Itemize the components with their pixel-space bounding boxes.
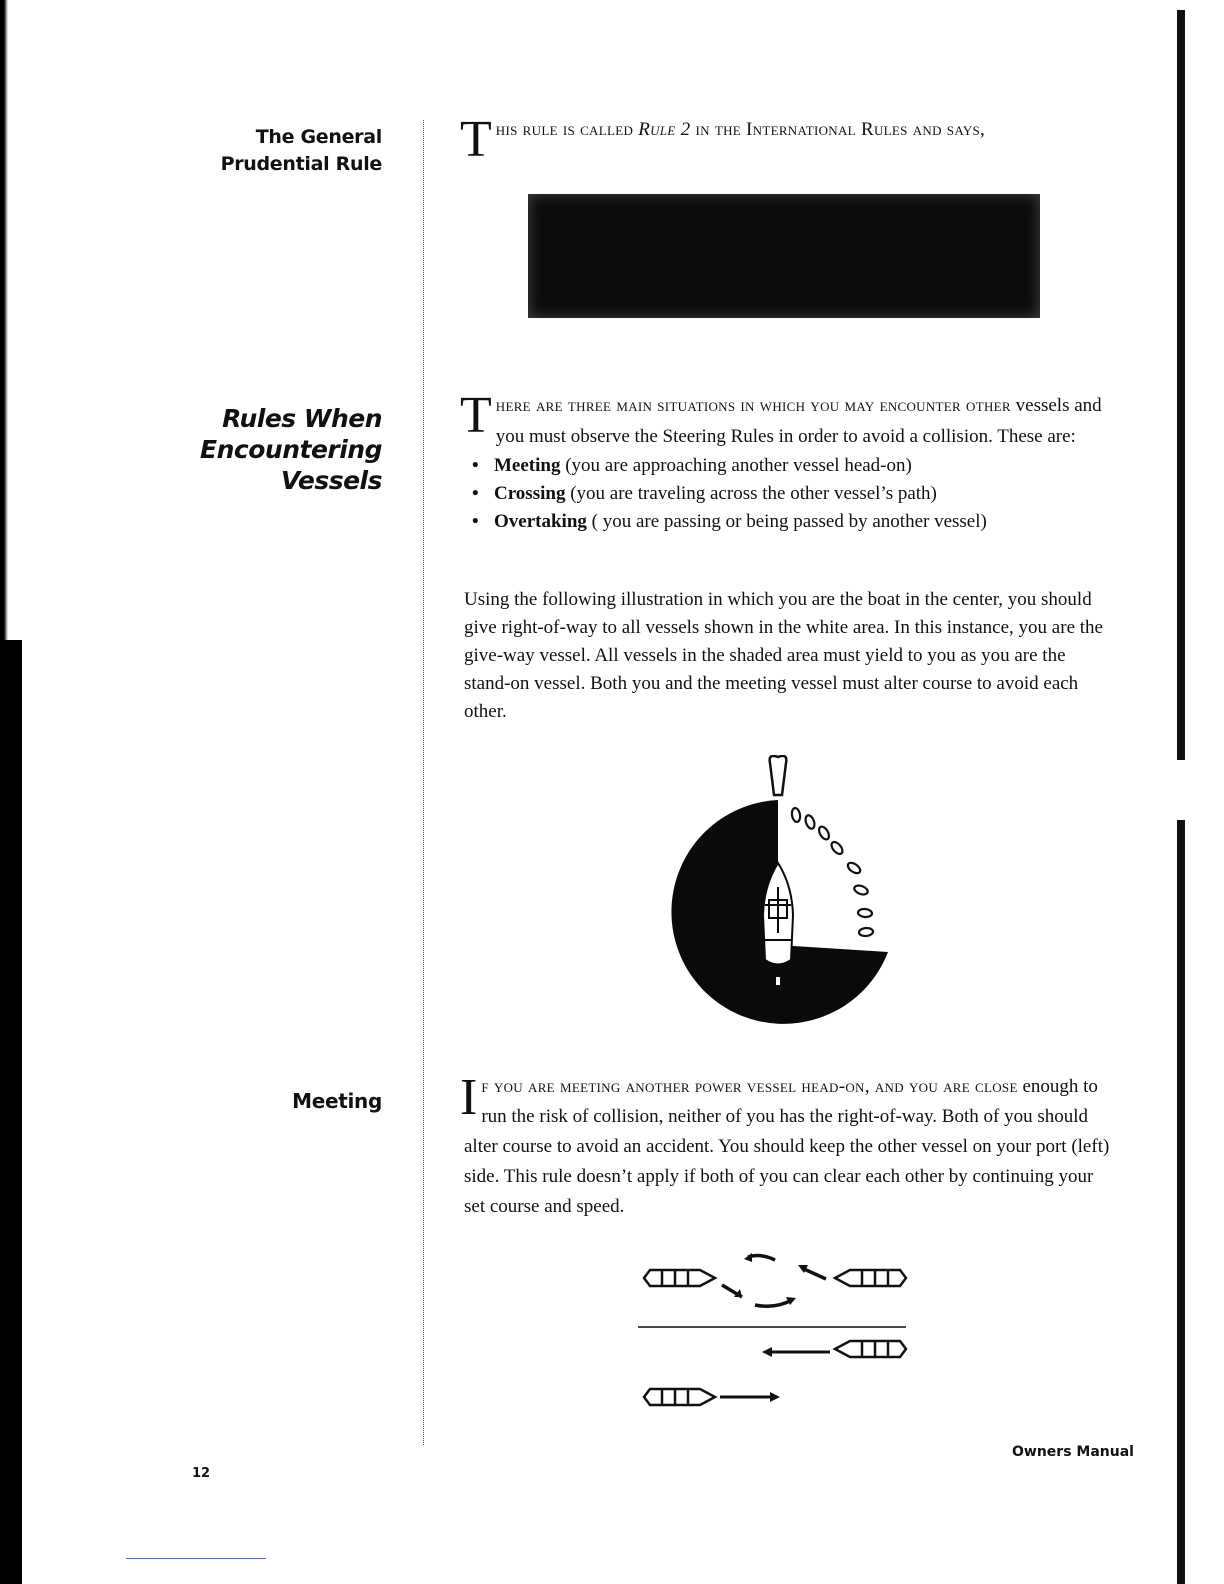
scan-edge-right-gap xyxy=(1175,760,1187,820)
boat-outline-ahead xyxy=(770,756,787,795)
boat-right-top xyxy=(835,1270,906,1286)
vessel-markers xyxy=(791,807,873,936)
situations-list xyxy=(472,452,1116,536)
intro-text-end: in the International Rules and says, xyxy=(690,119,986,140)
boat-right-bottom xyxy=(835,1341,906,1357)
footer-title: Owners Manual xyxy=(1012,1444,1134,1460)
column-divider xyxy=(423,120,424,1445)
heading-line: Rules When xyxy=(222,404,382,433)
drop-cap: T xyxy=(460,387,492,444)
rule-2-text-box-obscured xyxy=(528,194,1040,318)
heading-line: Encountering xyxy=(200,435,382,464)
intro-paragraph xyxy=(460,111,1116,168)
rule-name: Rule 2 xyxy=(638,119,691,140)
meeting-paragraph xyxy=(460,1069,1116,1222)
heading-meeting: Meeting xyxy=(292,1089,382,1113)
heading-line: Prudential Rule xyxy=(220,153,382,175)
intro-text: his rule is called xyxy=(495,119,639,140)
scan-edge-left-bar xyxy=(0,640,22,1584)
page-number: 12 xyxy=(192,1466,211,1481)
illustration-paragraph: Using the following illustration in which you are the boat in the center, you should give right-of-way to all vessels shown in the white area. In this instance, you are the give-way vessel. All vessels in the shaded area must yield to you as you are the stand-on vessel. Both you and the meeting vessel must alter course to avoid each other. xyxy=(464,589,1103,722)
heading-general-prudential-rule xyxy=(221,124,382,178)
scan-edge-right-top xyxy=(1177,0,1185,10)
drop-cap: I xyxy=(460,1069,478,1126)
list-item: • Overtaking ( you are passing or being passed by another vessel) xyxy=(472,508,1116,536)
situations-text: vessels and you must observe the Steering Rules in order to avoid a collision. These are: xyxy=(495,395,1102,447)
situations-lead: here are three main situations in which you may encounter other xyxy=(495,395,1011,416)
arrow-curve-top xyxy=(748,1256,775,1260)
bottom-rule xyxy=(126,1558,266,1559)
heading-line: The General xyxy=(255,126,382,148)
list-item: • Crossing (you are traveling across the other vessel’s path) xyxy=(472,480,1116,508)
meeting-lead: f you are meeting another power vessel head-on, and you are close xyxy=(481,1076,1018,1097)
boat-left-bottom xyxy=(644,1389,715,1405)
situations-paragraph xyxy=(460,387,1116,536)
heading-rules-encountering-vessels xyxy=(200,403,382,496)
list-item: • Meeting (you are approaching another vessel head-on) xyxy=(472,452,1116,480)
drop-cap: T xyxy=(460,111,492,168)
meeting-head-on-diagram xyxy=(630,1245,920,1425)
boat-left-top xyxy=(644,1270,715,1286)
arrow-right-boat xyxy=(804,1269,826,1279)
heading-line: Vessels xyxy=(280,466,382,495)
arrow-curve-bottom xyxy=(755,1300,792,1306)
right-of-way-circle-diagram xyxy=(650,755,910,1045)
meeting-text: enough to run the risk of collision, neither of you has the right-of-way. Both of you should alter course to avoid an accident. You should keep the other vessel on your port (left) side. This rule doesn’t apply if both of you can clear each other by continuing your set course and speed. xyxy=(464,1076,1110,1217)
